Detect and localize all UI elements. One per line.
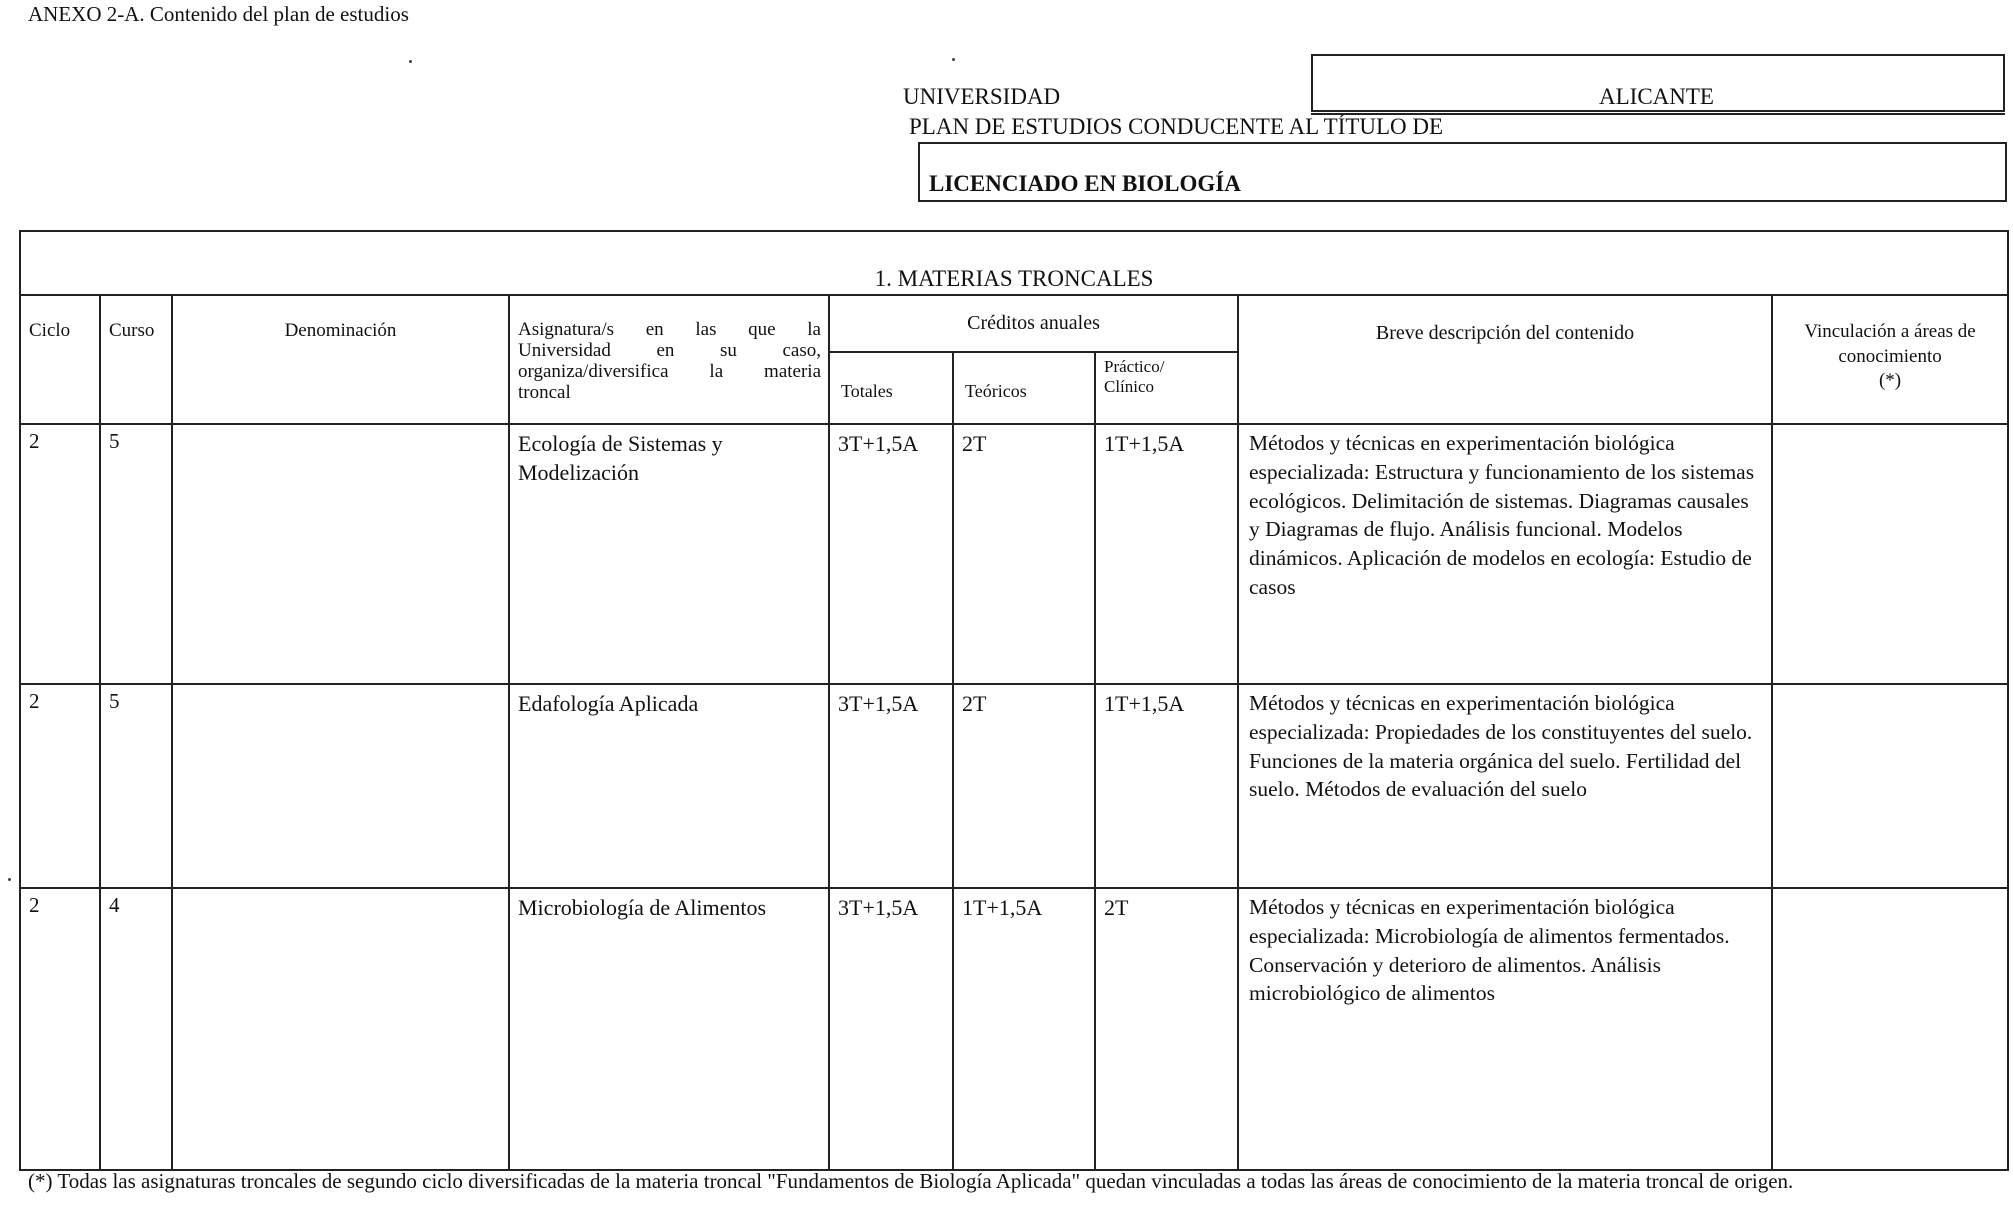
cell-denominacion xyxy=(172,888,509,1170)
cell-curso: 5 xyxy=(100,684,172,888)
col-header-vinculacion xyxy=(1772,295,2008,424)
table-row xyxy=(20,424,2008,684)
cell-vinculacion xyxy=(1772,684,2008,888)
cell-teoricos: 2T xyxy=(953,684,1095,888)
cell-descripcion: Métodos y técnicas en experimentación biológica especializada: Microbiología de alimentos fermentados. Conservación y deterioro de alimentos. Análisis microbiológico de alimentos xyxy=(1238,888,1772,1170)
scan-speck xyxy=(409,60,412,63)
col-header-asignatura-line: Asignatura/s en las que la xyxy=(518,319,821,340)
cell-teoricos: 1T+1,5A xyxy=(953,888,1095,1170)
annex-title: ANEXO 2-A. Contenido del plan de estudios xyxy=(28,2,409,26)
col-header-practico-line: Práctico/ xyxy=(1104,357,1165,376)
cell-curso: 4 xyxy=(100,888,172,1170)
university-value: ALICANTE xyxy=(1599,84,1714,109)
col-header-descripcion: Breve descripción del contenido xyxy=(1238,295,1772,424)
subjects-table xyxy=(19,230,2009,1171)
cell-asignatura: Edafología Aplicada xyxy=(509,684,829,888)
university-label: UNIVERSIDAD xyxy=(903,84,1061,109)
cell-curso: 5 xyxy=(100,424,172,684)
cell-descripcion: Métodos y técnicas en experimentación biológica especializada: Estructura y funcionamiento de los sistemas ecológicos. Delimitación de sistemas. Diagramas causales y Diagramas de flujo. Análisis funcional. Modelos dinámicos. Aplicación de modelos en ecología: Estudio de casos xyxy=(1238,424,1772,684)
cell-totales: 3T+1,5A xyxy=(829,424,953,684)
col-header-asignatura-line: troncal xyxy=(518,381,571,403)
col-header-curso: Curso xyxy=(100,295,172,424)
scan-speck xyxy=(952,58,955,61)
plan-label: PLAN DE ESTUDIOS CONDUCENTE AL TÍTULO DE xyxy=(909,114,1444,139)
col-header-practico-line: Clínico xyxy=(1104,377,1155,397)
col-header-asignatura xyxy=(509,295,829,424)
scan-speck xyxy=(8,878,11,881)
cell-descripcion: Métodos y técnicas en experimentación biológica especializada: Propiedades de los constituyentes del suelo. Funciones de la materia orgánica del suelo. Fertilidad del suelo. Métodos de evaluación del suelo xyxy=(1238,684,1772,888)
col-header-creditos: Créditos anuales xyxy=(829,295,1238,352)
col-header-vinculacion-line: (*) xyxy=(1878,370,1902,392)
cell-asignatura: Ecología de Sistemas y Modelización xyxy=(509,424,829,684)
col-header-ciclo: Ciclo xyxy=(20,295,100,424)
col-header-asignatura-line: organiza/diversifica la materia xyxy=(518,360,821,382)
cell-totales: 3T+1,5A xyxy=(829,888,953,1170)
cell-vinculacion xyxy=(1772,424,2008,684)
footnote: (*) Todas las asignaturas troncales de segundo ciclo diversificadas de la materia troncal "Fundamentos de Biología Aplicada" quedan vinculadas a todas las áreas de conocimiento de la materia troncal de origen. xyxy=(28,1169,1794,1193)
cell-vinculacion xyxy=(1772,888,2008,1170)
cell-ciclo: 2 xyxy=(20,888,100,1170)
section-title: 1. MATERIAS TRONCALES xyxy=(20,231,2008,295)
col-header-vinculacion-line: conocimiento xyxy=(1838,345,1942,367)
cell-practico: 1T+1,5A xyxy=(1095,424,1238,684)
cell-practico: 2T xyxy=(1095,888,1238,1170)
cell-totales: 3T+1,5A xyxy=(829,684,953,888)
cell-ciclo: 2 xyxy=(20,684,100,888)
col-header-teoricos: Teóricos xyxy=(953,352,1095,424)
cell-practico: 1T+1,5A xyxy=(1095,684,1238,888)
degree-title: LICENCIADO EN BIOLOGÍA xyxy=(929,171,1241,196)
col-header-practico xyxy=(1095,352,1238,424)
table-row xyxy=(20,888,2008,1170)
table-row xyxy=(20,684,2008,888)
col-header-asignatura-line: Universidad en su caso, xyxy=(518,339,821,361)
cell-asignatura: Microbiología de Alimentos xyxy=(509,888,829,1170)
cell-ciclo: 2 xyxy=(20,424,100,684)
col-header-denominacion: Denominación xyxy=(172,295,509,424)
cell-denominacion xyxy=(172,684,509,888)
plan-rule xyxy=(1311,113,2005,115)
cell-teoricos: 2T xyxy=(953,424,1095,684)
col-header-vinculacion-line: Vinculación a áreas de xyxy=(1804,321,1976,342)
cell-denominacion xyxy=(172,424,509,684)
col-header-totales: Totales xyxy=(829,352,953,424)
